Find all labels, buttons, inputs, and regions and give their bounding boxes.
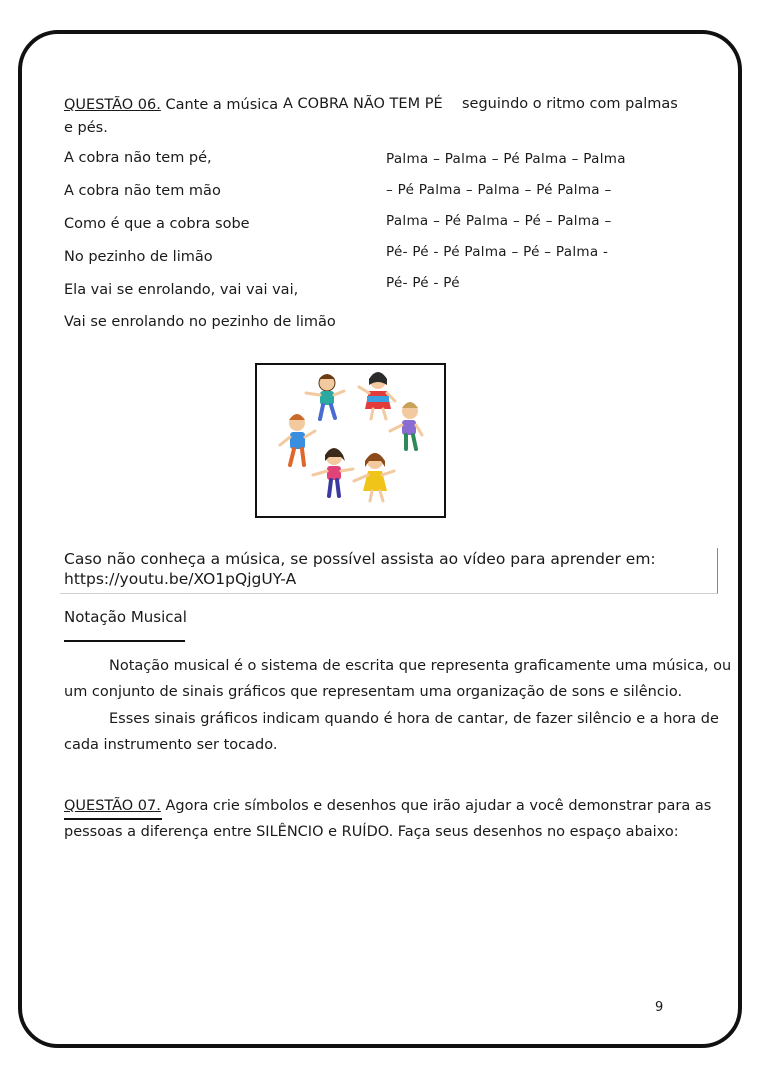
- rhythm-line: Palma – Palma – Pé Palma – Palma: [386, 151, 626, 167]
- question-06-header: [64, 97, 278, 113]
- song-title: A COBRA NÃO TEM PÉ: [283, 96, 443, 112]
- question-07-line1: [64, 798, 711, 814]
- question-07-text: Agora crie símbolos e desenhos que irão ajudar a você demonstrar para as: [165, 798, 712, 814]
- child-figure: [359, 372, 395, 419]
- question-06-intro: Cante a música: [165, 97, 279, 113]
- heading-underline: [64, 640, 185, 642]
- question-07-label: QUESTÃO 07.: [64, 798, 161, 814]
- child-figure: [313, 448, 353, 496]
- question-06-tail-cont: e pés.: [64, 120, 108, 136]
- video-link[interactable]: https://youtu.be/XO1pQjgUY-A: [64, 570, 297, 588]
- video-note-text: Caso não conheça a música, se possível assista ao vídeo para aprender em:: [64, 550, 656, 568]
- lyric-line: No pezinho de limão: [64, 249, 213, 265]
- paragraph-line: Notação musical é o sistema de escrita que representa graficamente uma música, ou: [109, 658, 732, 674]
- lyric-line: A cobra não tem pé,: [64, 150, 212, 166]
- question-06-tail: seguindo o ritmo com palmas: [462, 96, 678, 112]
- paragraph-line: cada instrumento ser tocado.: [64, 737, 278, 753]
- child-figure: [280, 414, 315, 465]
- rhythm-line: – Pé Palma – Palma – Pé Palma –: [386, 182, 612, 198]
- section-heading: Notação Musical: [64, 608, 187, 626]
- rhythm-line: Pé- Pé - Pé Palma – Pé – Palma -: [386, 244, 609, 260]
- page-number: 9: [655, 1000, 664, 1015]
- child-figure: [354, 453, 394, 501]
- rhythm-line: Palma – Pé Palma – Pé – Palma –: [386, 213, 612, 229]
- children-circle-image: [257, 365, 443, 515]
- paragraph-line: um conjunto de sinais gráficos que representam uma organização de sons e silêncio.: [64, 684, 683, 700]
- child-figure: [390, 402, 422, 449]
- lyric-line: Vai se enrolando no pezinho de limão: [64, 314, 336, 330]
- question-07-underline: [64, 818, 162, 820]
- children-dancing-illustration: [255, 363, 446, 518]
- child-figure: [306, 374, 344, 419]
- lyric-line: Como é que a cobra sobe: [64, 216, 250, 232]
- rhythm-line: Pé- Pé - Pé: [386, 275, 460, 291]
- lyric-line: A cobra não tem mão: [64, 183, 221, 199]
- question-06-label: QUESTÃO 06.: [64, 97, 161, 113]
- question-07-line2: pessoas a diferença entre SILÊNCIO e RUÍDO. Faça seus desenhos no espaço abaixo:: [64, 824, 679, 840]
- paragraph-line: Esses sinais gráficos indicam quando é hora de cantar, de fazer silêncio e a hora de: [109, 711, 719, 727]
- lyric-line: Ela vai se enrolando, vai vai vai,: [64, 282, 299, 298]
